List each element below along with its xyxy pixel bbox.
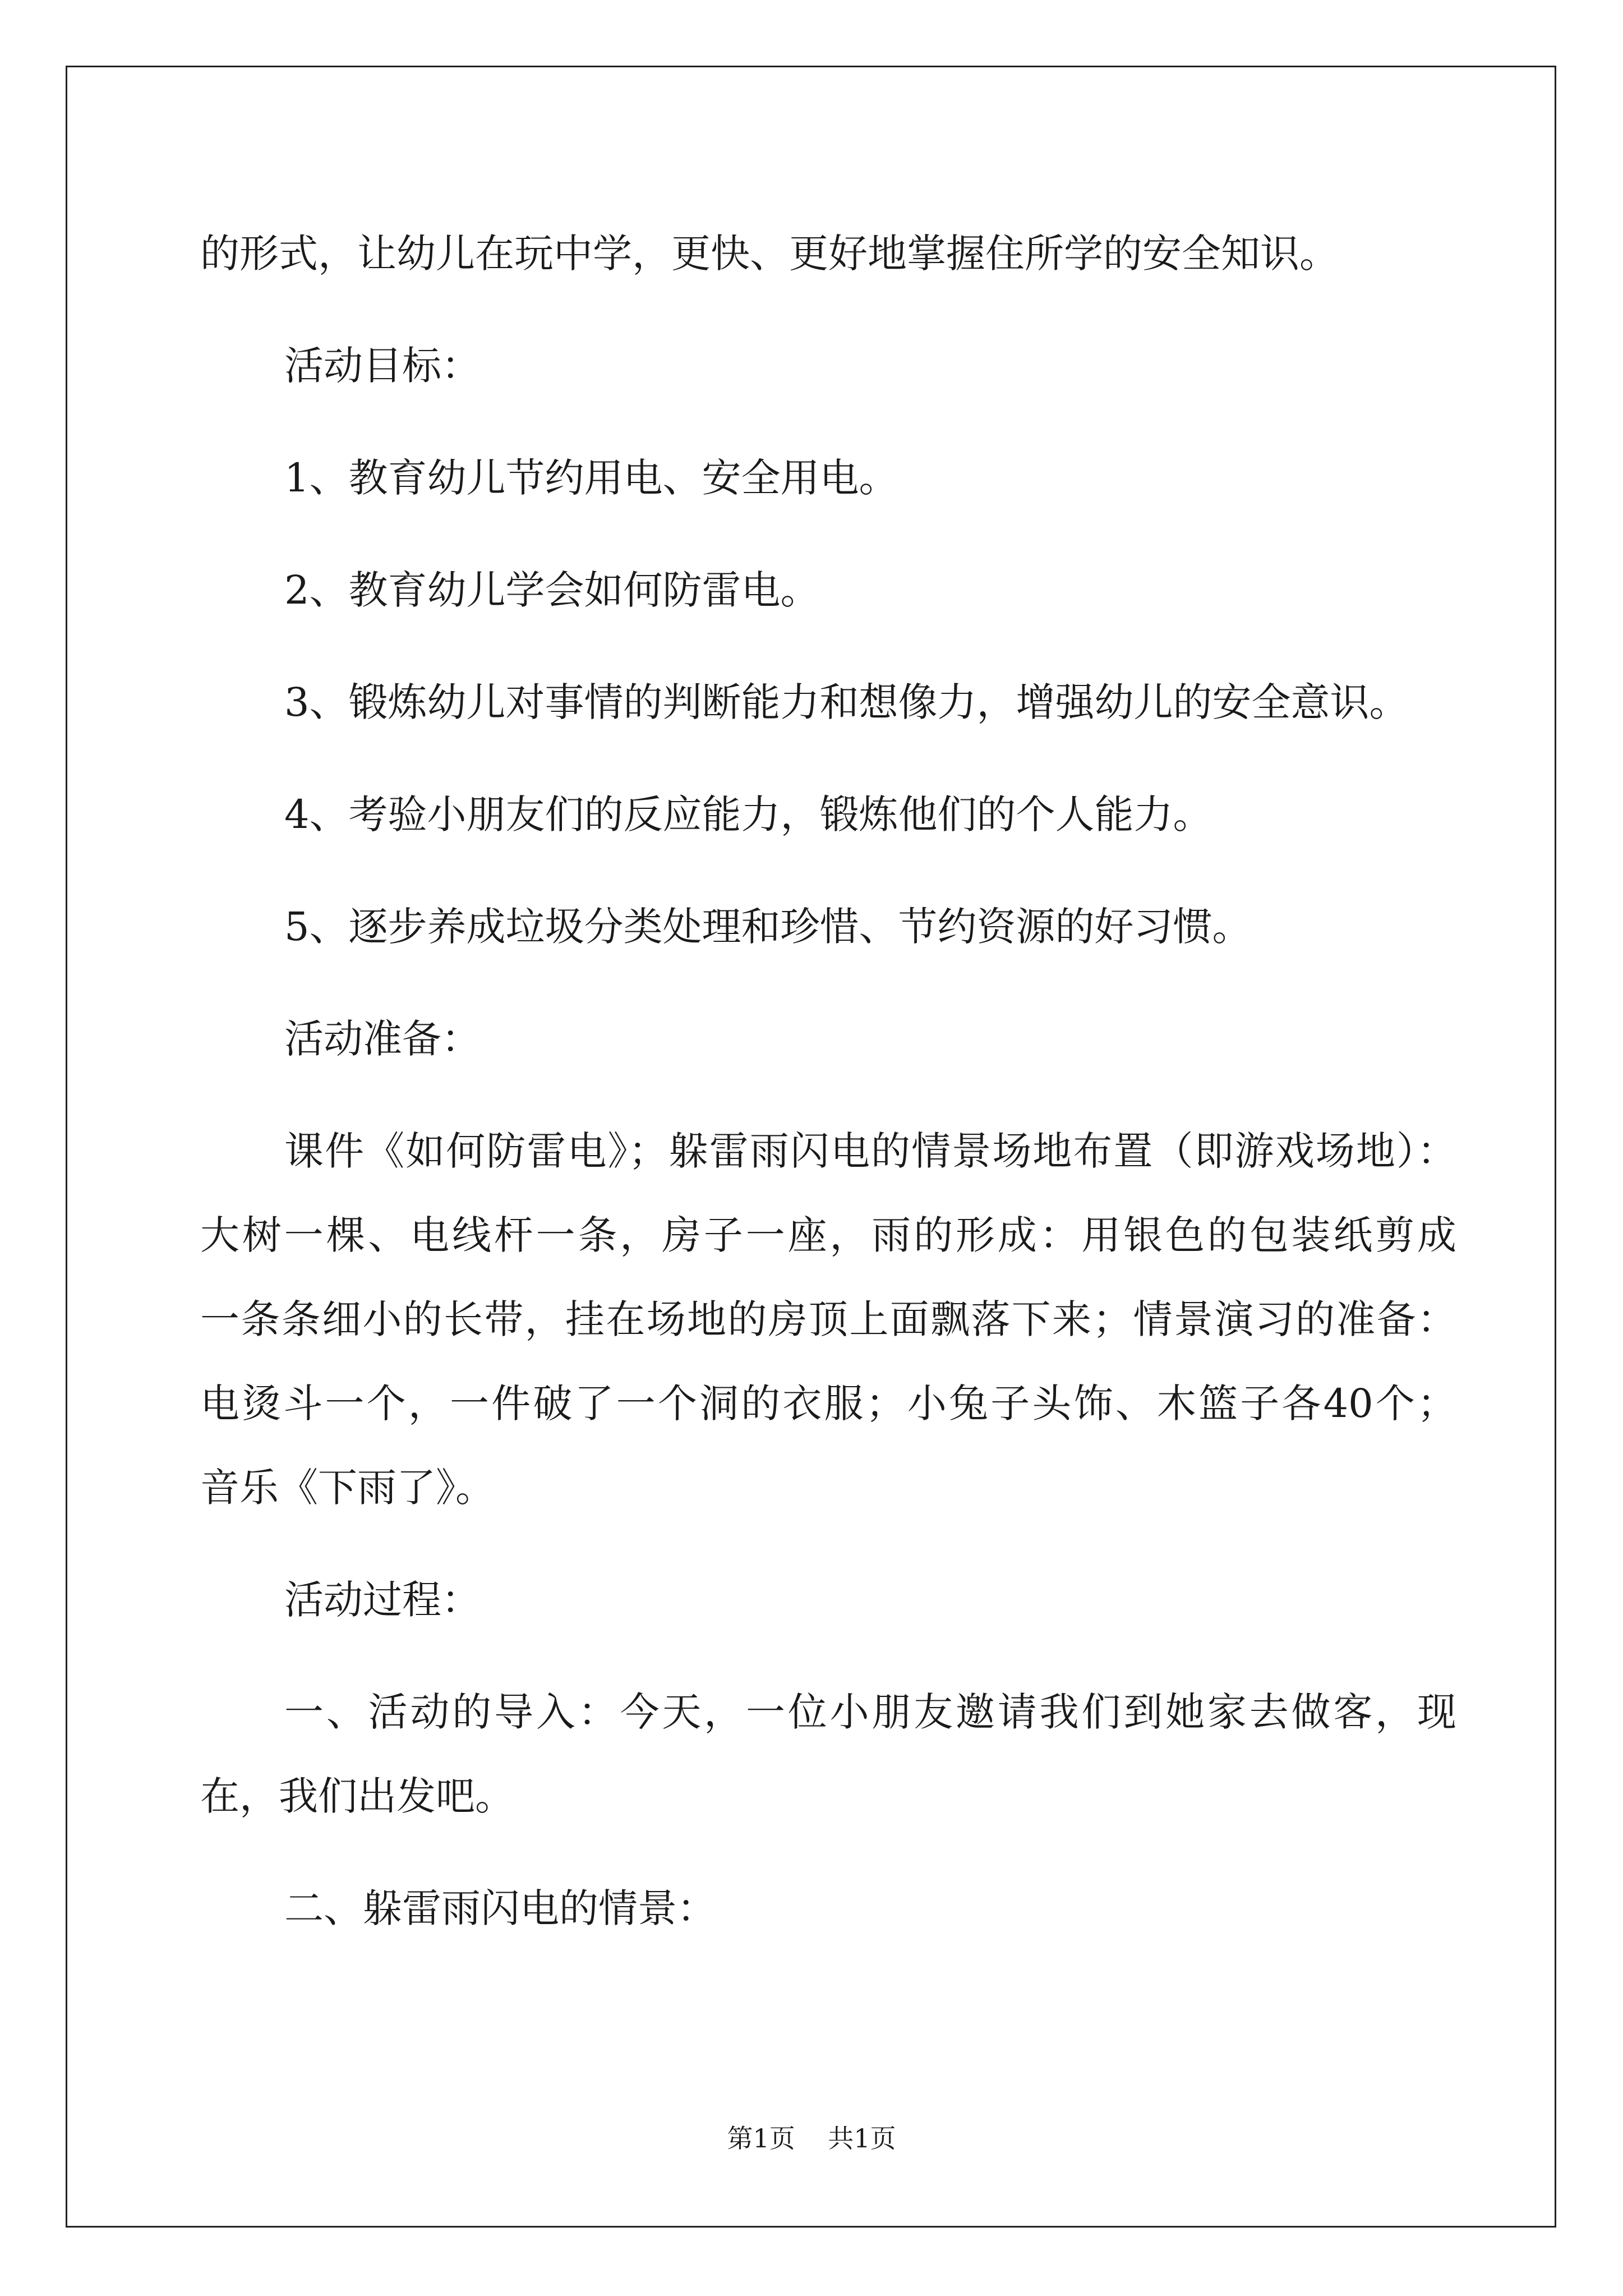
text-line: 的形式，让幼儿在玩中学，更快、更好地掌握住所学的安全知识。: [200, 231, 1339, 277]
goal-item: 4、考验小朋友们的反应能力，锻炼他们的个人能力。: [284, 792, 1212, 838]
goal-item: 3、锻炼幼儿对事情的判断能力和想像力，增强幼儿的安全意识。: [284, 679, 1409, 725]
section-heading-process: 活动过程：: [284, 1577, 481, 1623]
section-heading-goals: 活动目标：: [284, 343, 481, 389]
text-line: 在，我们出发吧。: [200, 1773, 514, 1819]
section-heading-preparation: 活动准备：: [284, 1016, 481, 1062]
goal-item: 2、教育幼儿学会如何防雷电。: [284, 567, 820, 613]
text-line: 一条条细小的长带，挂在场地的房顶上面飘落下来；情景演习的准备：: [200, 1296, 1456, 1342]
text-line: 一、活动的导入：今天，一位小朋友邀请我们到她家去做客，现: [284, 1689, 1456, 1735]
text-line: 大树一棵、电线杆一条，房子一座，雨的形成：用银色的包装纸剪成: [200, 1212, 1456, 1258]
text-line: 课件《如何防雷电》；躲雷雨闪电的情景场地布置（即游戏场地）：: [284, 1128, 1456, 1174]
text-line: 音乐《下雨了》。: [200, 1465, 495, 1511]
text-line: 电烫斗一个，一件破了一个洞的衣服；小兔子头饰、木篮子各40个；: [200, 1381, 1456, 1427]
text-line: 二、躲雷雨闪电的情景：: [284, 1885, 716, 1931]
page-number-footer: 第1页 共1页: [727, 2123, 896, 2154]
goal-item: 5、逐步养成垃圾分类处理和珍惜、节约资源的好习惯。: [284, 904, 1252, 950]
goal-item: 1、教育幼儿节约用电、安全用电。: [284, 455, 898, 501]
